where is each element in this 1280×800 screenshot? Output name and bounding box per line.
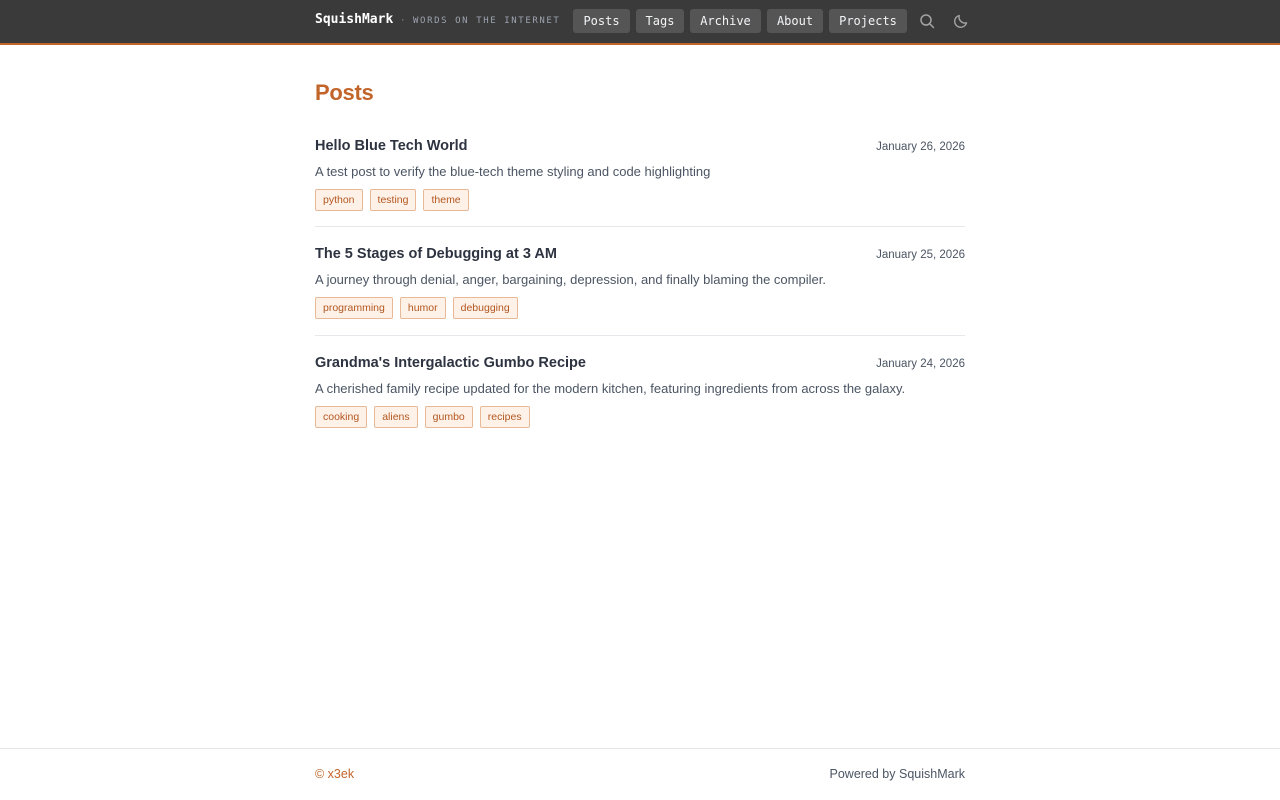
post-description: A test post to verify the blue-tech theme styling and code highlighting (315, 164, 711, 179)
post-tag-list (315, 189, 469, 211)
post-divider (315, 226, 965, 227)
post-item (315, 246, 965, 316)
post-title-link[interactable]: The 5 Stages of Debugging at 3 AM (315, 246, 557, 262)
site-brand[interactable]: SquishMark (315, 12, 394, 27)
post-tag-list (315, 297, 518, 319)
post-description: A journey through denial, anger, bargaining, depression, and finally blaming the compiler. (315, 272, 826, 287)
nav-tags[interactable]: Tags (636, 9, 684, 33)
post-tag-list (315, 406, 530, 428)
top-navigation-bar (0, 0, 1280, 45)
footer-copyright-link[interactable]: © x3ek (315, 767, 355, 781)
post-title-link[interactable]: Grandma's Intergalactic Gumbo Recipe (315, 355, 586, 371)
tag-debugging[interactable]: debugging (453, 297, 518, 319)
tagline-text: WORDS ON THE INTERNET (413, 16, 561, 26)
tag-gumbo[interactable]: gumbo (425, 406, 473, 428)
powered-by-link[interactable]: SquishMark (899, 767, 965, 781)
footer-powered-by (830, 767, 966, 781)
post-date: January 25, 2026 (876, 249, 965, 261)
tagline-separator: · (400, 16, 408, 26)
search-icon[interactable] (919, 13, 935, 29)
tag-recipes[interactable]: recipes (480, 406, 530, 428)
post-divider (315, 335, 965, 336)
powered-by-label: Powered by (829, 767, 896, 781)
post-date: January 26, 2026 (876, 141, 965, 153)
post-item (315, 138, 965, 208)
post-description: A cherished family recipe updated for the modern kitchen, featuring ingredients from across the galaxy. (315, 381, 906, 396)
nav-projects[interactable]: Projects (829, 9, 907, 33)
tag-testing[interactable]: testing (370, 189, 417, 211)
tag-programming[interactable]: programming (315, 297, 393, 319)
tag-python[interactable]: python (315, 189, 363, 211)
tag-cooking[interactable]: cooking (315, 406, 367, 428)
nav-posts[interactable]: Posts (573, 9, 630, 33)
footer-divider (0, 748, 1280, 749)
post-date: January 24, 2026 (876, 358, 965, 370)
nav-about[interactable]: About (767, 9, 823, 33)
site-tagline (400, 16, 560, 26)
post-item (315, 355, 965, 425)
tag-humor[interactable]: humor (400, 297, 446, 319)
moon-icon[interactable] (953, 13, 969, 29)
nav-archive[interactable]: Archive (690, 9, 761, 33)
post-title-link[interactable]: Hello Blue Tech World (315, 138, 468, 154)
tag-theme[interactable]: theme (423, 189, 468, 211)
page-title: Posts (315, 80, 374, 105)
tag-aliens[interactable]: aliens (374, 406, 417, 428)
